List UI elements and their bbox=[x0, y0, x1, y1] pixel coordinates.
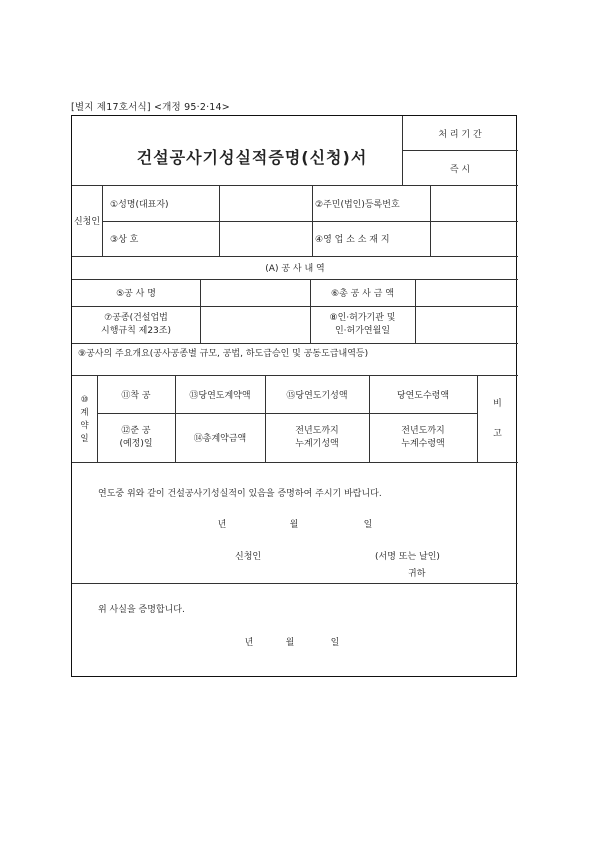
request-applicant-label: 신청인 bbox=[235, 551, 262, 562]
registration-number-label: ②주민(법인)등록번호 bbox=[315, 199, 400, 210]
completion-date-label bbox=[97, 413, 175, 462]
year-contract-amount-label: ⑬당연도계약액 bbox=[189, 390, 251, 401]
trade-name-label: ③상 호 bbox=[110, 235, 139, 245]
addressee-label: 귀하 bbox=[408, 568, 426, 579]
project-name-label: ⑤공 사 명 bbox=[116, 289, 156, 299]
prev-performance-line1: 전년도까지 bbox=[295, 425, 339, 436]
signature-label: (서명 또는 날인) bbox=[375, 551, 440, 562]
prev-receipt-line2: 누계수령액 bbox=[401, 438, 445, 449]
remarks-char: 고 bbox=[493, 428, 502, 439]
permit-line2: 인·허가연월일 bbox=[334, 325, 391, 336]
prev-receipt-line1: 전년도까지 bbox=[401, 425, 445, 436]
contract-date-char: 약 bbox=[80, 421, 89, 431]
cert-date-month: 월 bbox=[285, 637, 295, 648]
permit-line1: ⑧인·허가기관 및 bbox=[329, 312, 396, 323]
prev-performance-line2: 누계기성액 bbox=[295, 438, 339, 449]
cert-date-day: 일 bbox=[330, 637, 340, 648]
completion-line2: (예정)일 bbox=[119, 438, 153, 449]
processing-period-label: 처 리 기 간 bbox=[438, 129, 482, 140]
office-location-label: ④영 업 소 소 재 지 bbox=[315, 235, 390, 245]
certification-statement: 위 사실을 증명합니다. bbox=[98, 604, 185, 615]
work-type-line2: 시행규칙 제23조) bbox=[101, 325, 171, 336]
applicant-section-label: 신청인 bbox=[73, 217, 101, 227]
applicant-name-label: ①성명(대표자) bbox=[110, 199, 169, 210]
prev-performance-amount-label bbox=[265, 413, 369, 462]
project-overview-label: ⑨공사의 주요개요(공사공종별 규모, 공법, 하도급승인 및 공동도급내역등) bbox=[78, 348, 369, 359]
request-statement: 연도중 위와 같이 건설공사기성실적이 있음을 증명하여 주시기 바랍니다. bbox=[98, 488, 382, 499]
contract-date-char: 계 bbox=[80, 408, 89, 418]
cert-date-year: 년 bbox=[244, 637, 254, 648]
work-type-label bbox=[72, 306, 200, 343]
total-contract-amount-label: ⑭총계약금액 bbox=[193, 434, 247, 444]
work-type-line1: ⑦공종(건설업법 bbox=[104, 312, 168, 323]
form-number-note: [별지 제17호서식] <개정 95·2·14> bbox=[71, 102, 230, 113]
total-amount-label: ⑥총 공 사 금 액 bbox=[331, 289, 394, 299]
remarks-char: 비 bbox=[493, 398, 502, 409]
request-date-year: 년 bbox=[217, 519, 227, 530]
year-receipt-amount-label: 당연도수령액 bbox=[396, 390, 450, 401]
certificate-form bbox=[71, 115, 517, 677]
contract-date-char: ⑩ bbox=[80, 395, 89, 405]
remarks-label bbox=[477, 375, 518, 462]
request-date-month: 월 bbox=[289, 519, 299, 530]
work-details-heading: (A) 공 사 내 역 bbox=[265, 264, 325, 274]
start-date-label: ⑪착 공 bbox=[121, 390, 151, 401]
year-performance-amount-label: ⑮당연도기성액 bbox=[286, 390, 348, 401]
completion-line1: ⑫준 공 bbox=[121, 425, 151, 436]
contract-date-char: 일 bbox=[80, 434, 89, 444]
contract-date-label bbox=[72, 378, 97, 462]
permit-label bbox=[310, 306, 415, 343]
form-title: 건설공사기성실적증명(신청)서 bbox=[136, 147, 368, 167]
prev-receipt-amount-label bbox=[369, 413, 477, 462]
request-date-day: 일 bbox=[363, 519, 373, 530]
processing-period-value: 즉 시 bbox=[449, 164, 471, 175]
